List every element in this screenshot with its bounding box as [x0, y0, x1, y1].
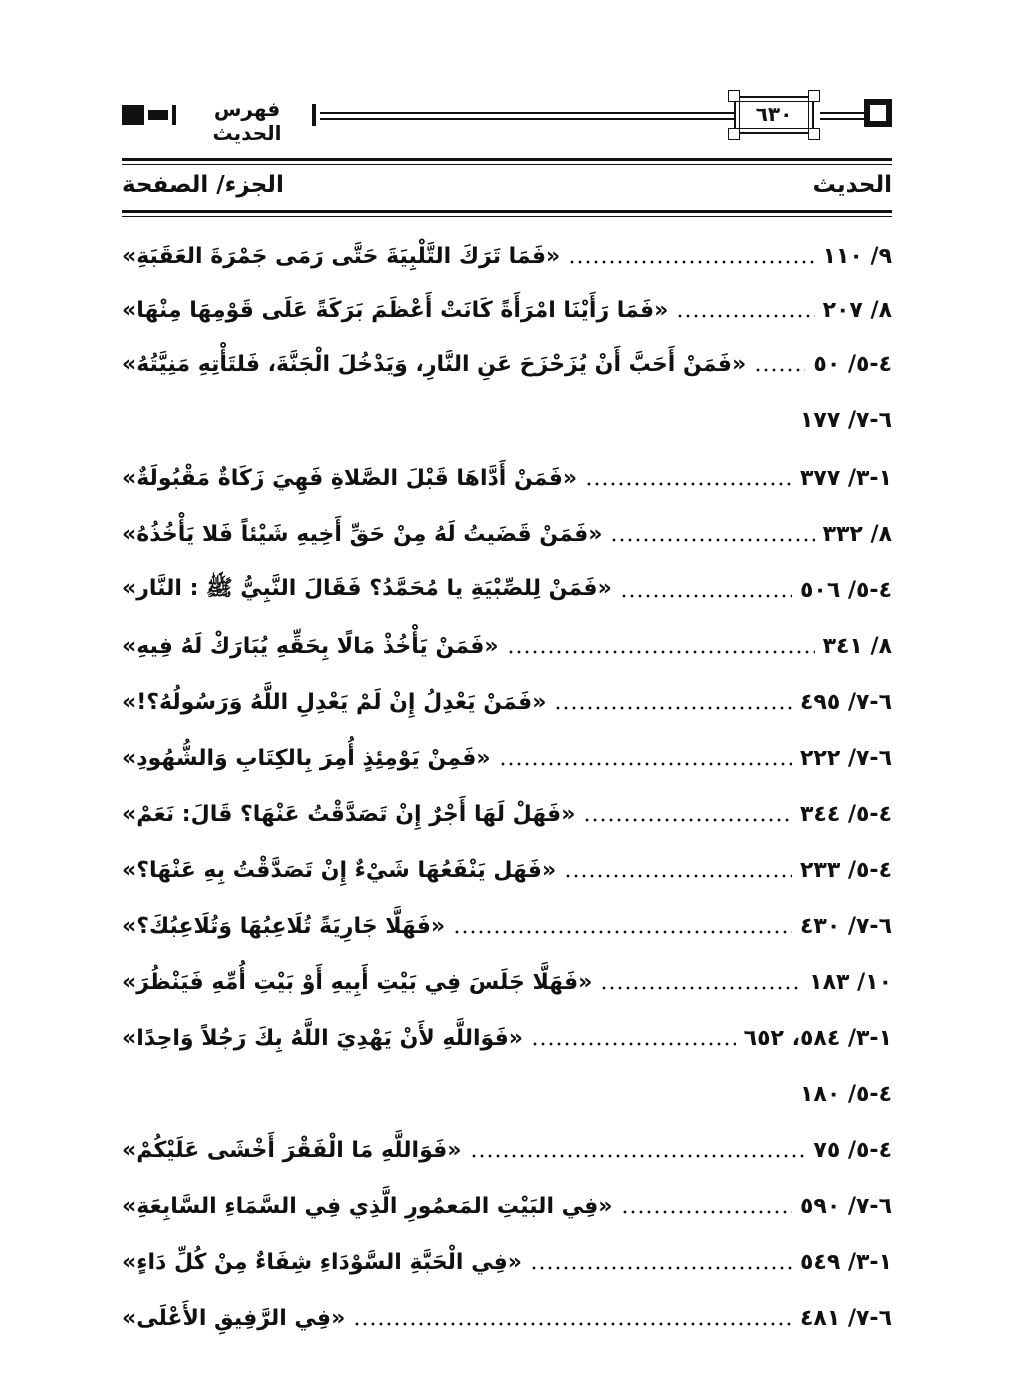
- leader-dots: [507, 650, 815, 654]
- list-item: [122, 962, 892, 1002]
- list-item: [122, 458, 892, 498]
- list-item: [122, 1242, 892, 1282]
- hadith-text: «فَمَنْ يَأْخُذْ مَالًا بِحَقِّهِ يُبَارَكْ لَهُ فِيهِ»: [122, 633, 499, 659]
- volume-page-ref: ٨/ ٣٣٢: [822, 521, 892, 547]
- list-item: [122, 1018, 892, 1058]
- leader-dots: [754, 368, 805, 372]
- volume-page-ref: ٦-٧/ ٤٣٠: [799, 913, 892, 939]
- leader-dots: [531, 1042, 736, 1046]
- list-item-continuation: [122, 400, 892, 440]
- volume-page-ref: ٦-٧/ ٥٩٠: [799, 1193, 892, 1219]
- leader-dots: [676, 314, 814, 318]
- volume-page-ref: ٤-٥/ ٧٥: [813, 1137, 892, 1163]
- leader-dots: [564, 874, 792, 878]
- column-header: [122, 158, 892, 218]
- hadith-text: «فَمَا رَأَيْنَا امْرَأَةً كَانَتْ أَعْظَمَ بَرَكَةً عَلَى قَوْمِهَا مِنْهَا»: [122, 297, 669, 323]
- leader-dots: [568, 260, 814, 264]
- hadith-text: «فَمَا تَرَكَ التَّلْبِيَةَ حَتَّى رَمَى جَمْرَةَ العَقَبَةِ»: [122, 243, 561, 269]
- running-header: [122, 96, 892, 145]
- leader-dots: [600, 986, 801, 990]
- hadith-text: «فِي البَيْتِ المَعمُورِ الَّذِي فِي السَّمَاءِ السَّابِعَةِ»: [122, 1193, 613, 1219]
- ornament-divider: [312, 104, 316, 126]
- leader-dots: [470, 1154, 806, 1158]
- hadith-text: «فَمَنْ أَدَّاهَا قَبْلَ الصَّلاةِ فَهِيَ زَكَاةٌ مَقْبُولَةٌ»: [122, 465, 578, 491]
- volume-page-ref: ٤-٥/ ٢٣٣: [799, 857, 892, 883]
- column-title-reference: الجزء/ الصفحة: [122, 172, 284, 198]
- volume-page-ref: ٦-٧/ ٤٩٥: [799, 689, 892, 715]
- list-item: [122, 514, 892, 554]
- list-item: [122, 1130, 892, 1170]
- hadith-text: «فَوَاللَّهِ لأَنْ يَهْدِيَ اللَّهُ بِكَ رَجُلاً وَاحِدًا»: [122, 1025, 523, 1051]
- leader-dots: [453, 930, 792, 934]
- list-item: [122, 344, 892, 384]
- list-item: [122, 682, 892, 722]
- list-item: [122, 290, 892, 330]
- header-rule: [320, 112, 734, 114]
- volume-page-ref: ٤-٥/ ٥٠٦: [799, 577, 892, 603]
- hadith-text: «فِي الرَّفِيقِ الأَعْلَى»: [122, 1305, 346, 1331]
- hadith-text: «فَهَل يَنْفَعُهَا شَيْءٌ إِنْ تَصَدَّقْتُ بِهِ عَنْهَا؟»: [122, 857, 557, 883]
- page-number-frame: [734, 96, 814, 134]
- leader-dots: [620, 594, 792, 598]
- list-item: [122, 738, 892, 778]
- ornament-block-icon: [122, 105, 178, 125]
- hadith-text: «فَهَلْ لَهَا أَجْرٌ إِنْ تَصَدَّقْتُ عَنْهَا؟ قَالَ: نَعَمْ»: [122, 801, 576, 827]
- hadith-text: «فَمِنْ يَوْمِئِذٍ أُمِرَ بِالكِتَابِ وَالشُّهُودِ»: [122, 745, 491, 771]
- list-item-continuation: [122, 1074, 892, 1114]
- list-item: [122, 906, 892, 946]
- leader-dots: [499, 762, 792, 766]
- hadith-text: «فَمَنْ أَحَبَّ أَنْ يُزَحْزَحَ عَنِ النَّارِ، وَيَدْخُلَ الْجَنَّةَ، فَلتَأْتِهِ مَنِيَّتُهُ»: [122, 351, 747, 377]
- leader-dots: [554, 706, 792, 710]
- list-item: [122, 1186, 892, 1226]
- volume-page-ref: ٤-٥/ ٣٤٤: [799, 801, 892, 827]
- leader-dots: [610, 538, 814, 542]
- volume-page-ref: ١-٣/ ٣٧٧: [799, 465, 892, 491]
- hadith-text: «فَهَلَّا جَلَسَ فِي بَيْتِ أَبِيهِ أَوْ بَيْتِ أُمِّهِ فَيَنْظُرَ»: [122, 969, 593, 995]
- volume-page-ref: ٨/ ٣٤١: [822, 633, 892, 659]
- hadith-text: «فَهَلَّا جَارِيَةً تُلَاعِبُهَا وَتُلَاعِبُكَ؟»: [122, 913, 446, 939]
- leader-dots: [353, 1322, 792, 1326]
- list-item: [122, 236, 892, 276]
- list-item: [122, 570, 892, 610]
- section-title: فهرس الحديث: [212, 97, 282, 145]
- header-rule: [320, 118, 734, 120]
- column-title-hadith: الحديث: [812, 172, 892, 198]
- hollow-square-icon: [864, 99, 892, 127]
- hadith-text: «فَمَنْ يَعْدِلُ إِنْ لَمْ يَعْدِلِ اللَّهُ وَرَسُولُهُ؟!»: [122, 689, 547, 715]
- volume-page-ref: ٤-٥/ ١٨٠: [799, 1081, 892, 1107]
- list-item: [122, 626, 892, 666]
- hadith-text: «فِي الْحَبَّةِ السَّوْدَاءِ شِفَاءٌ مِنْ كُلِّ دَاءٍ»: [122, 1249, 522, 1275]
- header-rule: [820, 112, 864, 114]
- list-item: [122, 794, 892, 834]
- volume-page-ref: ٨/ ٢٠٧: [822, 297, 892, 323]
- volume-page-ref: ١٠/ ١٨٣: [809, 969, 892, 995]
- leader-dots: [583, 818, 792, 822]
- list-item: [122, 1298, 892, 1338]
- volume-page-ref: ٤-٥/ ٥٠: [813, 351, 892, 377]
- volume-page-ref: ٩/ ١١٠: [822, 243, 892, 269]
- volume-page-ref: ٦-٧/ ١٧٧: [799, 407, 892, 433]
- volume-page-ref: ١-٣/ ٥٨٤، ٦٥٢: [743, 1025, 892, 1051]
- leader-dots: [585, 482, 792, 486]
- page-number: ٦٣٠: [755, 102, 793, 126]
- hadith-text: «فَمَنْ لِلصِّبْيَةِ يا مُحَمَّدُ؟ فَقَالَ النَّبِيُّ ﷺ : النَّار»: [122, 576, 612, 601]
- hadith-text: «فَوَاللَّهِ مَا الْفَقْرَ أَخْشَى عَلَيْكُمْ»: [122, 1137, 462, 1163]
- list-item: [122, 850, 892, 890]
- leader-dots: [621, 1210, 792, 1214]
- volume-page-ref: ٦-٧/ ٤٨١: [799, 1305, 892, 1331]
- volume-page-ref: ١-٣/ ٥٤٩: [799, 1249, 892, 1275]
- header-rule: [820, 118, 864, 120]
- hadith-text: «فَمَنْ قَضَيتُ لَهُ مِنْ حَقِّ أَخِيهِ شَيْئاً فَلا يَأْخُذُهُ»: [122, 521, 603, 547]
- volume-page-ref: ٦-٧/ ٢٢٢: [799, 745, 892, 771]
- leader-dots: [530, 1266, 792, 1270]
